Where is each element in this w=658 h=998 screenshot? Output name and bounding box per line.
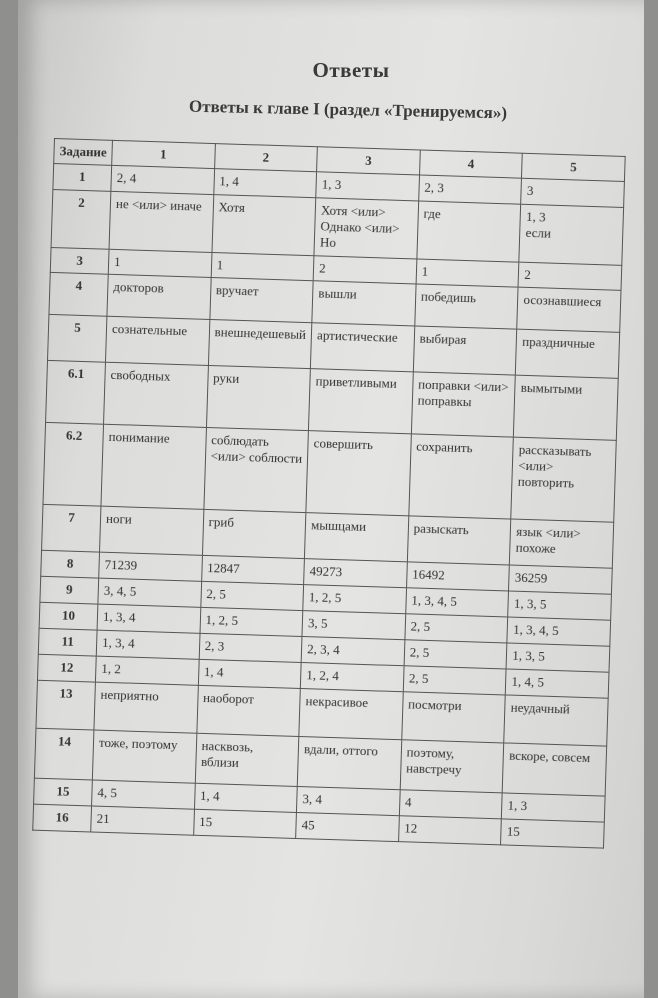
answer-cell: праздничные	[516, 329, 620, 378]
answer-cell: 1, 3, 5	[506, 643, 609, 672]
answer-cell: 2, 3	[418, 175, 521, 203]
answer-cell: 3, 4, 5	[98, 578, 201, 607]
answer-cell: 2, 5	[405, 614, 508, 643]
task-number: 12	[37, 654, 96, 682]
answer-cell: рассказывать <или> повторить	[511, 437, 616, 522]
answer-cell: Хотя <или> Однако <или> Но	[314, 197, 418, 258]
answer-cell: соблюдать <или> соблюсти	[204, 427, 309, 512]
header-col-1: 1	[112, 140, 215, 168]
task-number: 9	[40, 576, 99, 604]
answer-cell: руки	[206, 365, 310, 430]
task-number: 2	[51, 189, 111, 249]
answer-cell: 1, 3	[316, 172, 419, 200]
task-number: 5	[48, 314, 107, 362]
answer-cell: артистические	[311, 322, 415, 371]
answer-cell: 2, 3	[199, 633, 302, 662]
answer-cell: поэтому, навстречу	[400, 739, 504, 792]
answer-cell: 36259	[509, 565, 612, 594]
answer-cell: 2, 5	[200, 581, 303, 610]
table-body	[33, 164, 625, 848]
answer-cell: неудачный	[504, 695, 608, 746]
task-number: 6.2	[43, 422, 104, 506]
answer-cell: 1, 3, 5	[508, 591, 611, 620]
header-task: Задание	[54, 139, 113, 166]
answer-cell: 1	[416, 258, 519, 286]
answer-cell: 15	[193, 809, 296, 838]
book-page	[18, 0, 644, 998]
task-number: 10	[39, 602, 98, 630]
answer-cell: 1, 3, 4, 5	[406, 588, 509, 617]
answer-cell: мышцами	[305, 512, 409, 561]
answer-cell: не <или> иначе	[109, 191, 213, 252]
answer-cell: 16492	[406, 562, 509, 591]
answer-cell: 1, 2	[95, 656, 198, 685]
task-number: 4	[49, 272, 108, 316]
answer-cell: 3	[521, 178, 624, 206]
answer-cell: приветливыми	[309, 368, 413, 433]
answer-cell: 71239	[99, 552, 202, 581]
answer-cell: некрасивое	[299, 688, 403, 739]
answer-cell: вскоре, совсем	[503, 743, 607, 796]
answer-cell: осознавшиеся	[517, 287, 621, 332]
answer-cell: поправки <или> поправкы	[411, 372, 515, 437]
task-number: 11	[38, 628, 97, 656]
answers-table	[32, 138, 625, 848]
answer-cell: 21	[91, 806, 194, 835]
answer-cell: 45	[296, 812, 399, 841]
answer-cell: совершить	[306, 430, 411, 515]
answer-cell: 1, 4, 5	[506, 669, 609, 698]
task-number: 7	[42, 504, 101, 552]
answer-cell: 2	[313, 255, 416, 283]
answer-cell: 1, 4	[198, 659, 301, 688]
answer-cell: 2	[518, 262, 621, 290]
answer-cell: 1, 4	[194, 783, 297, 812]
answer-cell: 1	[108, 249, 211, 277]
answer-cell: 1, 2, 5	[200, 607, 303, 636]
answer-cell: ноги	[100, 506, 204, 555]
answer-cell: сознательные	[105, 316, 209, 365]
task-number: 16	[33, 804, 92, 832]
answer-cell: 3, 5	[302, 610, 405, 639]
task-number: 14	[34, 728, 94, 780]
answer-cell: 49273	[304, 558, 407, 587]
answer-cell: где	[417, 200, 521, 261]
task-number: 1	[53, 164, 112, 191]
answer-cell: внешнедешевый	[208, 319, 312, 368]
answer-cell: гриб	[202, 509, 306, 558]
answer-cell: вымытыми	[514, 375, 619, 440]
task-number: 13	[36, 680, 95, 730]
answer-cell: 1, 2, 5	[303, 584, 406, 613]
answer-cell: посмотри	[402, 691, 506, 742]
answer-cell: вручает	[209, 277, 313, 322]
answer-cell: 1, 3, 4, 5	[507, 617, 610, 646]
answer-cell: тоже, поэтому	[92, 730, 196, 783]
answer-cell: насквозь, вблизи	[195, 733, 299, 786]
answer-cell: разыскать	[407, 516, 511, 565]
answer-cell: вдали, оттого	[297, 736, 401, 789]
page-title: Ответы	[312, 58, 390, 82]
answer-cell: 12847	[201, 555, 304, 584]
answer-cell: сохранить	[409, 434, 514, 519]
answer-cell: 1, 3, 4	[97, 604, 200, 633]
header-col-2: 2	[214, 144, 317, 172]
answer-cell: выбирая	[413, 326, 517, 375]
page-subtitle: Ответы к главе I (раздел «Тренируемся»)	[188, 96, 508, 123]
answer-cell: 1, 2, 4	[301, 662, 404, 691]
task-number: 15	[34, 778, 93, 806]
answer-cell: 4, 5	[92, 780, 195, 809]
header-col-4: 4	[419, 150, 522, 178]
answer-cell: 4	[399, 789, 502, 818]
answer-cell: свободных	[104, 362, 208, 427]
answer-cell: 3, 4	[297, 786, 400, 815]
header-col-5: 5	[522, 153, 625, 181]
answer-cell: Хотя	[212, 194, 316, 255]
answer-cell: 2, 4	[111, 166, 214, 194]
header-col-3: 3	[317, 147, 420, 175]
answer-cell: 12	[398, 815, 501, 844]
answer-cell: победишь	[415, 284, 519, 329]
answer-cell: 1	[211, 252, 314, 280]
answer-cell: 1, 3, 4	[96, 630, 199, 659]
answer-cell: язык <или> похоже	[510, 519, 614, 568]
answer-cell: 1, 3	[502, 793, 605, 822]
answer-cell: 1, 3 если	[519, 204, 623, 265]
answer-cell: 2, 3, 4	[301, 636, 404, 665]
task-number: 8	[41, 550, 100, 578]
answer-cell: 1, 4	[213, 169, 316, 197]
answer-cell: 2, 5	[403, 666, 506, 695]
answer-cell: вышли	[312, 280, 416, 325]
answer-cell: наоборот	[196, 685, 300, 736]
answer-cell: 15	[501, 819, 604, 848]
answer-cell: понимание	[101, 424, 206, 509]
answer-cell: докторов	[107, 274, 211, 319]
answer-cell: неприятно	[94, 682, 198, 733]
task-number: 6.1	[46, 360, 106, 424]
task-number: 3	[50, 247, 109, 274]
answer-cell: 2, 5	[404, 640, 507, 669]
